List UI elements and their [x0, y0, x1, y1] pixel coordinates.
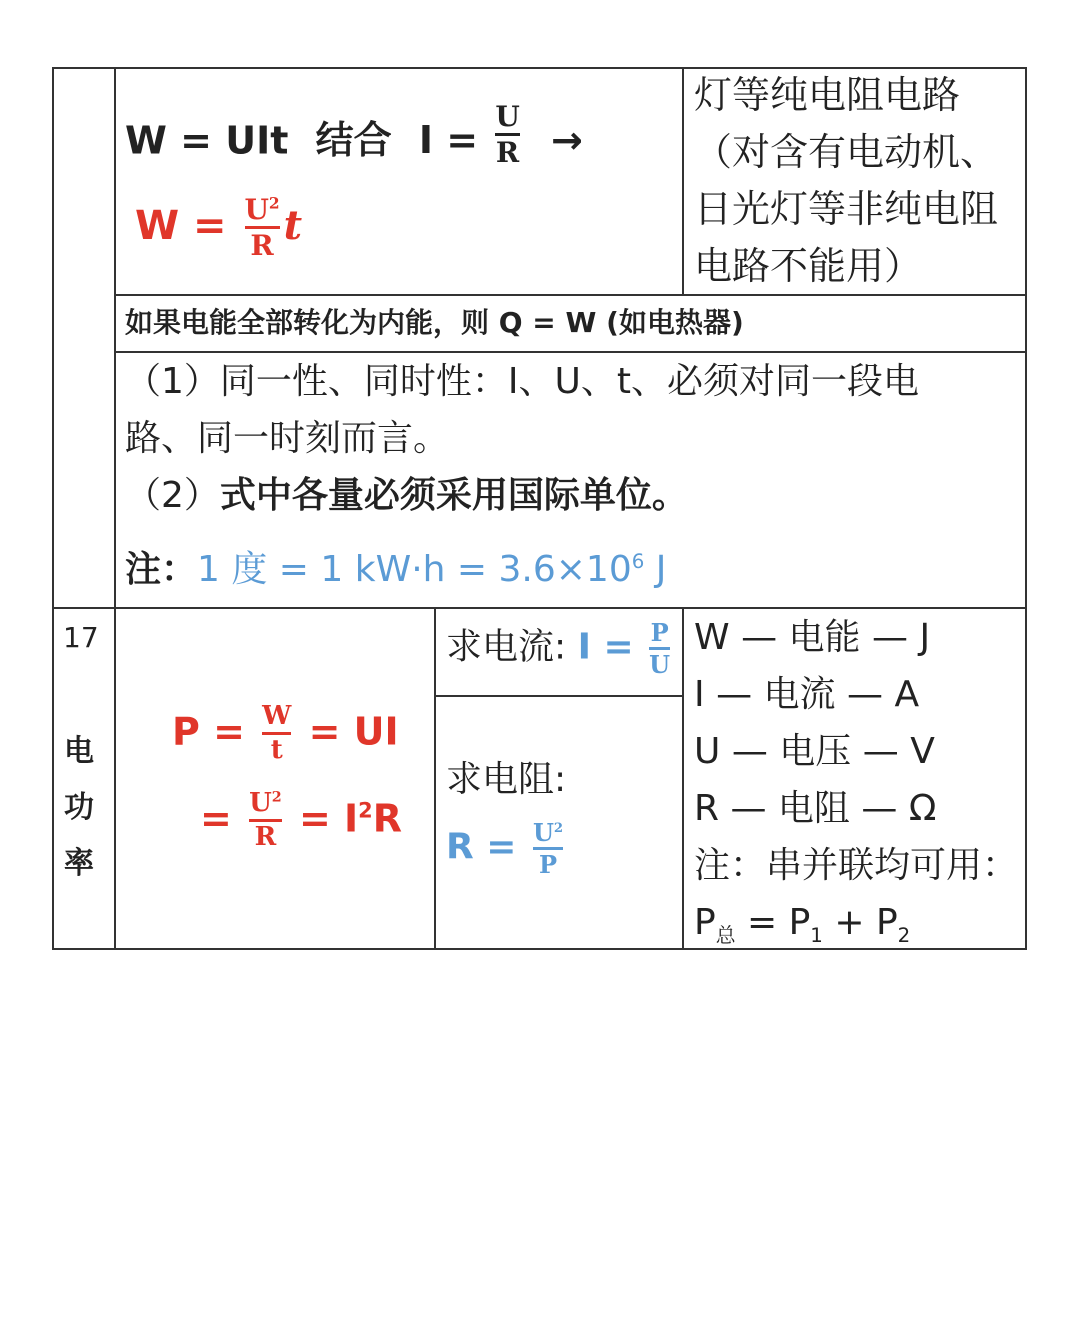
row-title-char-2: 功 — [64, 790, 94, 825]
unit-conversion: 1 度 = 1 $kW\cdot h = 3.6\times 10^6$ J — [197, 549, 667, 590]
w-fraction: $\frac{U^2}{R}$ — [244, 193, 280, 263]
formula-w-u2r: W = $\frac{U^2}{R}$ t — [135, 193, 303, 263]
heat-note: 如果电能全部转化为内能，则 Q = W (如电热器) — [125, 306, 744, 339]
note-line-3: 日光灯等非纯电阻 — [694, 187, 999, 231]
item1-line1: （1）同一性、同时性：I、U、t、必须对同一段电 — [125, 361, 919, 402]
p-u2r-fraction: $\frac{U^2}{R}$ — [249, 788, 282, 853]
formula-w-uit: W = UIt 结合 I = $\frac{U}{R}$ → — [125, 100, 583, 170]
row-divider-heat — [114, 294, 1027, 296]
item1-line2: 路、同一时刻而言。 — [125, 418, 450, 459]
row-number: 17 — [63, 621, 99, 654]
i-fraction: $\frac{U}{R}$ — [495, 100, 520, 170]
note-line-4: 电路不能用） — [694, 244, 923, 288]
total-power-formula: $P_总 = P_1 + P_2$ — [694, 902, 911, 948]
resistance-formula: R = $\frac{U^2}{P}$ — [446, 818, 564, 880]
row-title-char-1: 电 — [64, 734, 94, 769]
row-divider-items — [114, 351, 1027, 353]
note-line-1: 灯等纯电阻电路 — [694, 73, 961, 117]
col-divider-formula — [434, 607, 436, 950]
p-w-fraction: $\frac{W}{t}$ — [262, 701, 292, 766]
col-divider-index — [114, 67, 116, 950]
arrow: → — [550, 118, 583, 163]
symbol-row-u: U — 电压 — V — [694, 731, 935, 772]
unit-note: 注：1 度 = 1 $kW\cdot h = 3.6\times 10^6$ J — [125, 549, 667, 590]
current-fraction: $\frac{P}{U}$ — [649, 618, 671, 680]
table-top-border — [52, 67, 1027, 69]
table-left-border — [52, 67, 54, 950]
symbol-row-i: I — 电流 — A — [694, 674, 920, 715]
series-note: 注：串并联均可用： — [694, 845, 1019, 886]
power-formula-1: P = $\frac{W}{t}$ = UI — [172, 701, 399, 766]
table-bottom-border — [52, 948, 1027, 950]
symbol-row-r: R — 电阻 — Ω — [694, 788, 937, 829]
power-formula-2: = $\frac{U^2}{R}$ = $I^2R$ — [200, 788, 402, 853]
resistance-fraction: $\frac{U^2}{P}$ — [532, 818, 564, 880]
row-divider-current — [434, 695, 683, 697]
note-line-2: （对含有电动机、 — [694, 130, 999, 174]
item2: （2）式中各量必须采用国际单位。 — [125, 475, 688, 516]
col-divider-notes-top — [682, 67, 684, 296]
resistance-label: 求电阻: — [446, 759, 567, 800]
symbol-row-w: W — 电能 — J — [694, 617, 931, 658]
table-right-border — [1025, 67, 1027, 950]
col-divider-symbols — [682, 607, 684, 950]
row-title-char-3: 率 — [64, 846, 94, 881]
row-divider-17 — [52, 607, 1027, 609]
current-formula: 求电流: I = $\frac{P}{U}$ — [446, 618, 671, 680]
